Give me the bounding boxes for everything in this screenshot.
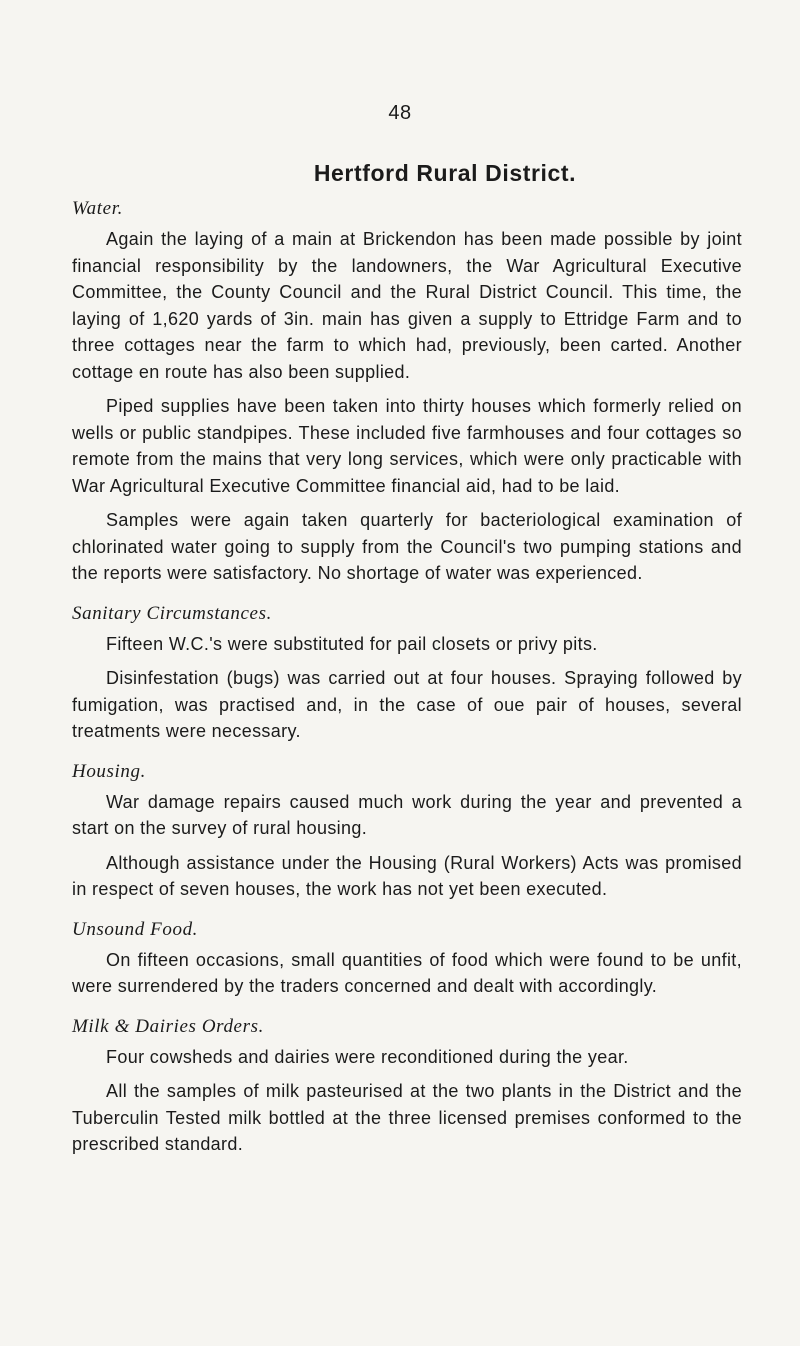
section-water [72, 196, 742, 587]
section-heading: Sanitary Circumstances. [72, 602, 272, 624]
section-heading: Unsound Food. [72, 918, 199, 940]
section-milk-dairies-orders [72, 1014, 742, 1158]
section-heading: Housing. [72, 760, 146, 782]
paragraph: Fifteen W.C.'s were substituted for pail closets or privy pits. [106, 633, 598, 654]
section-unsound-food [72, 917, 742, 1000]
paragraph: War damage repairs caused much work during the year and prevented a start on the survey of rural housing. [72, 791, 742, 838]
paragraph: Samples were again taken quarterly for bacteriological examination of chlorinated water going to supply from the Council's two pumping stations and the reports were satisfactory. No shortage of water was experienced. [72, 510, 742, 583]
paragraph: Piped supplies have been taken into thirty houses which formerly relied on wells or public standpipes. These included five farmhouses and four cottages so remote from the mains that very long services, which were only practicable with War Agricultural Executive Committee financial aid, had to be laid. [72, 396, 742, 496]
page-title: Hertford Rural District. [313, 160, 577, 186]
section-heading: Milk & Dairies Orders. [72, 1015, 264, 1037]
paragraph: On fifteen occasions, small quantities of food which were found to be unfit, were surrendered by the traders concerned and dealt with accordingly. [72, 949, 742, 996]
section-housing [72, 759, 742, 903]
paragraph: Again the laying of a main at Brickendon has been made possible by joint financial responsibility by the landowners, the War Agricultural Executive Committee, the County Council and the Rural District Council. This time, the laying of 1,620 yards of 3in. main has given a supply to Ettridge Farm and to three cottages near the farm to which had, previously, been carted. Another cottage en route has also been supplied. [72, 229, 742, 382]
paragraph: Disinfestation (bugs) was carried out at four houses. Spraying followed by fumigation, was practised and, in the case of oue pair of houses, several treatments were necessary. [72, 668, 742, 741]
document-body [72, 196, 742, 1166]
page-number: 48 [388, 102, 412, 124]
section-heading: Water. [72, 198, 123, 219]
section-sanitary-circumstances [72, 601, 742, 745]
paragraph: All the samples of milk pasteurised at the two plants in the District and the Tuberculin Tested milk bottled at the three licensed premises conformed to the prescribed standard. [72, 1081, 742, 1154]
paragraph: Four cowsheds and dairies were reconditioned during the year. [106, 1046, 629, 1067]
paragraph: Although assistance under the Housing (Rural Workers) Acts was promised in respect of seven houses, the work has not yet been executed. [72, 852, 742, 899]
